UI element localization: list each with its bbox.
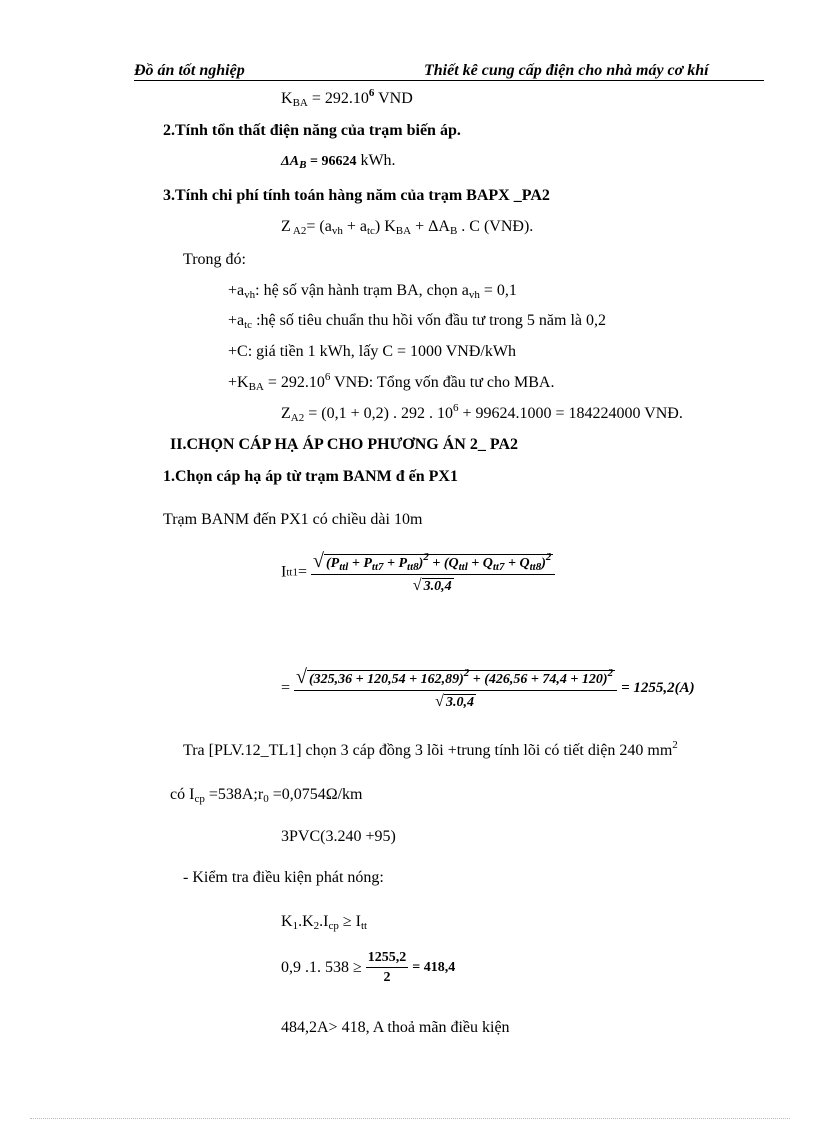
cost-formula: Z $_{A2}= (a_{vh} + a_{tc}) K_{BA} + \Delta A_B$ . C (VNĐ). <box>281 218 534 237</box>
trong-do-label: Trong đó: <box>183 251 246 268</box>
icp-text: có $I_{cp}$ $=538A;r_0 =0,0754\Omega/km$ <box>170 786 363 805</box>
z-calc: $Z_{A2} = (0,1 + 0,2)$ . 292 . $10^6 + 99624.1000 = 184224000$ VNĐ. <box>281 402 683 424</box>
check-title: - Kiểm tra điều kiện phát nóng: <box>183 869 384 886</box>
loss-formula: $\Delta A_B = 96624$ kWh. <box>281 152 396 171</box>
kba-line: $K_{BA} = 292.10^6$ VND <box>281 87 413 109</box>
header-right: Thiết kê cung cấp điện cho nhà máy cơ khí <box>424 62 709 79</box>
section-3-title: 3.Tính chi phí tính toán hàng năm của trạm BAPX _PA2 <box>163 187 550 204</box>
def-atc: $+a_{tc}$ :hệ số tiêu chuẩn thu hồi vốn đầu tư trong 5 năm là 0,2 <box>228 312 607 331</box>
section-ii-title: II.CHỌN CÁP HẠ ÁP CHO PHƯƠNG ÁN 2_ PA2 <box>170 436 518 453</box>
conclusion-text: 484,2A> 418, A thoả mãn điều kiện <box>281 1019 510 1036</box>
itt-formula: Itt1= $\frac{√ (P_{ttl} + P_{tt7} + P_{tt8})^2 + (Q_{ttl} + Q_{tt7} + Q_{tt8})^2}{√ 3.0,4}$ <box>281 550 555 595</box>
subsection-1-title: 1.Chọn cáp hạ áp từ trạm BANM đ ến PX1 <box>163 468 458 485</box>
current-calc-formula: = $\frac{√ (325,36 + 120,54 + 162,89)^2 + (426,56 + 74,4 + 120)^2}{√ 3.0,4}$ = 1255,2(A) <box>281 666 695 710</box>
distance-text: Trạm BANM đến PX1 có chiều dài 10m <box>163 511 423 528</box>
page-bottom-border <box>30 1118 790 1119</box>
def-avh: $+a_{vh}$: hệ số vận hành trạm BA, chọn $a_{vh} = 0,1$ <box>228 282 517 301</box>
cable-type: 3PVC(3.240 +95) <box>281 828 396 845</box>
header-rule <box>134 80 764 81</box>
heating-condition: $K_1.K_2.I_{cp} \ge I_{tt}$ <box>281 913 368 932</box>
section-2-title: 2.Tính tổn thất điện năng của trạm biến áp. <box>163 122 461 139</box>
condition-calc: 0,9 .1. 538 ≥ $\frac{1255,2}{2}$ = 418,4 <box>281 950 456 986</box>
def-c: +C: giá tiền 1 kWh, lấy C = 1000 VNĐ/kWh <box>228 343 516 360</box>
cable-selection-text: Tra [PLV.12_TL1] chọn 3 cáp đồng 3 lõi +trung tính lõi có tiết diện 240 $mm^2$ <box>183 739 678 759</box>
def-kba: $+K_{BA} = 292.10^6$ VNĐ: Tổng vốn đầu tư cho MBA. <box>228 371 555 393</box>
header-left: Đồ án tốt nghiệp <box>134 62 245 79</box>
